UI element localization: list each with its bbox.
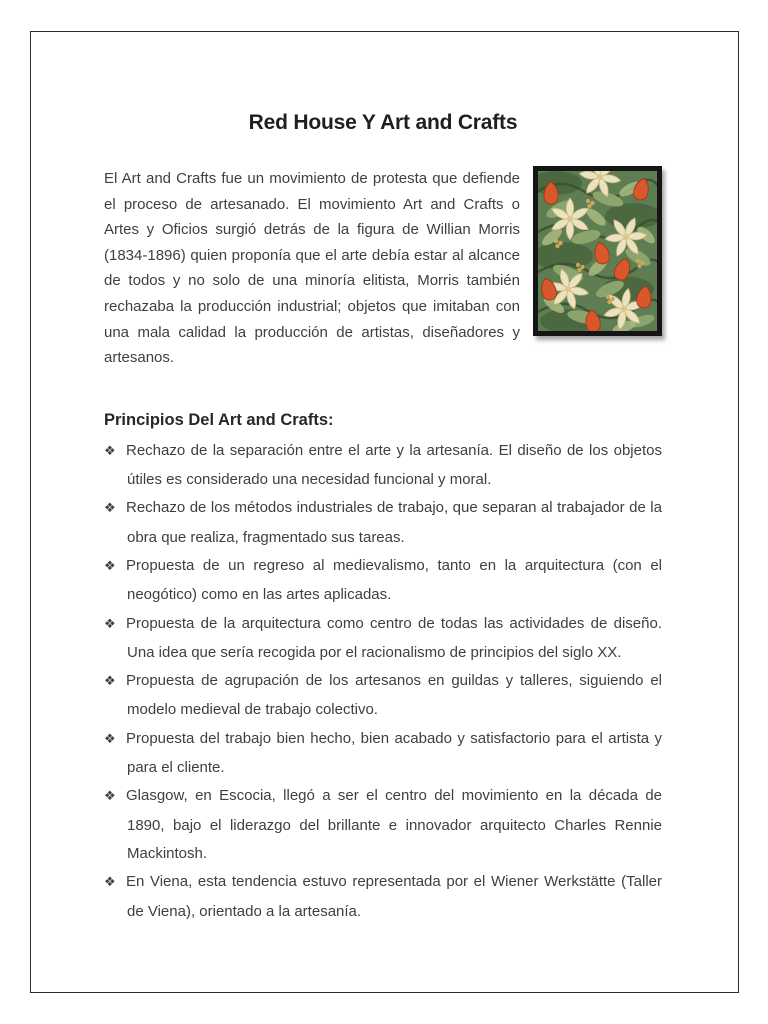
list-item xyxy=(104,667,662,725)
diamond-bullet-icon: ❖ xyxy=(104,731,116,747)
list-item xyxy=(104,552,662,610)
document-page xyxy=(30,31,739,993)
principles-list xyxy=(104,437,662,926)
page-content xyxy=(31,32,738,992)
morris-floral-pattern-image xyxy=(533,166,662,336)
bullet-text: En Viena, esta tendencia estuvo representada por el Wiener Werkstätte (Taller de Viena), orientado a la artesanía. xyxy=(126,873,662,920)
diamond-bullet-icon: ❖ xyxy=(104,789,116,805)
floral-pattern-art xyxy=(538,171,657,331)
list-item xyxy=(104,494,662,552)
bullet-text: Rechazo de los métodos industriales de trabajo, que separan al trabajador de la obra que realiza, fragmentado sus tareas. xyxy=(126,499,662,546)
section-heading: Principios Del Art and Crafts: xyxy=(104,410,334,429)
intro-section xyxy=(104,166,662,371)
page-title: Red House Y Art and Crafts xyxy=(248,111,518,134)
diamond-bullet-icon: ❖ xyxy=(104,875,116,891)
diamond-bullet-icon: ❖ xyxy=(104,616,116,632)
diamond-bullet-icon: ❖ xyxy=(104,558,116,574)
diamond-bullet-icon: ❖ xyxy=(104,443,116,459)
bullet-text: Rechazo de la separación entre el arte y la artesanía. El diseño de los objetos útiles es considerado una necesidad funcional y moral. xyxy=(126,441,662,489)
list-item xyxy=(104,610,662,668)
list-item xyxy=(104,868,662,926)
bullet-text: Propuesta de agrupación de los artesanos en guildas y talleres, siguiendo el modelo medieval de trabajo colectivo. xyxy=(126,672,662,719)
list-item xyxy=(104,782,662,868)
diamond-bullet-icon: ❖ xyxy=(104,674,116,690)
bullet-text: Propuesta del trabajo bien hecho, bien acabado y satisfactorio para el artista y para el cliente. xyxy=(126,729,662,777)
diamond-bullet-icon: ❖ xyxy=(104,501,116,517)
bullet-text: Glasgow, en Escocia, llegó a ser el centro del movimiento en la década de 1890, bajo el liderazgo del brillante e innovador arquitecto Charles Rennie Mackintosh. xyxy=(126,787,662,862)
bullet-text: Propuesta de un regreso al medievalismo, tanto en la arquitectura (con el neogótico) como en las artes aplicadas. xyxy=(126,556,662,604)
list-item xyxy=(104,725,662,783)
list-item xyxy=(104,437,662,495)
bullet-text: Propuesta de la arquitectura como centro de todas las actividades de diseño. Una idea que sería recogida por el racionalismo de principios del siglo XX. xyxy=(126,614,662,661)
intro-paragraph: El Art and Crafts fue un movimiento de protesta que defiende el proceso de artesanado. El movimiento Art and Crafts o Artes y Oficios surgió detrás de la figura de Willian Morris (1834-1896) quien proponía que el arte debía estar al alcance de todos y no solo de una minoría elitista, Morris también rechazaba la producción industrial; objetos que imitaban con una mala calidad la producción de artistas, diseñadores y artesanos. xyxy=(104,170,520,367)
